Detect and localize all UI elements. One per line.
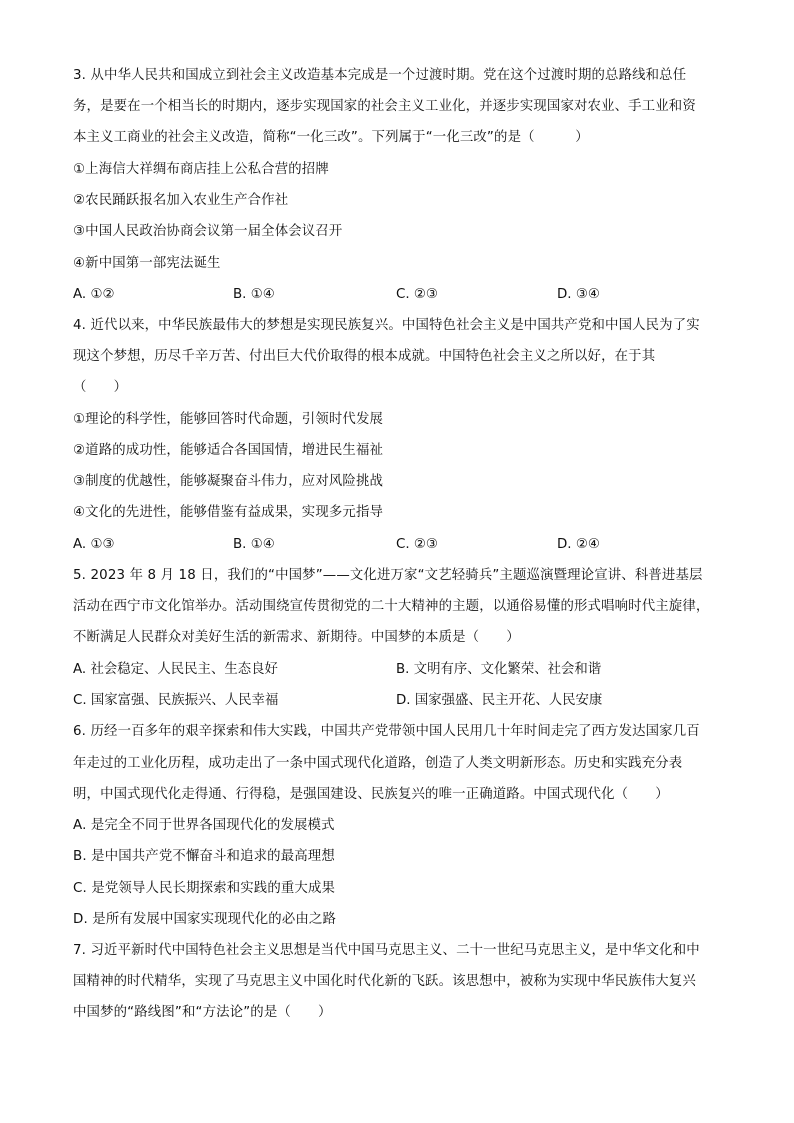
q5-option-d: D. 国家强盛、民主开花、人民安康 <box>396 693 603 708</box>
q7-stem-line-2: 国精神的时代精华，实现了马克思主义中国化时代化新的飞跃。该思想中，被称为实现中华民族伟大复兴 <box>73 974 696 989</box>
q7-stem-line-3: 中国梦的“路线图”和“方法论”的是（ ） <box>73 1005 332 1020</box>
q4-stem-line-1: 4. 近代以来，中华民族最伟大的梦想是实现民族复兴。中国特色社会主义是中国共产党和中国人民为了实 <box>73 318 700 333</box>
q6-stem-line-2: 年走过的工业化历程，成功走出了一条中国式现代化道路，创造了人类文明新形态。历史和实践充分表 <box>73 756 683 771</box>
q3-item-1: ①上海信大祥绸布商店挂上公私合营的招牌 <box>73 162 329 177</box>
q3-option-d: D. ③④ <box>557 287 600 302</box>
q3-option-a: A. ①② <box>73 287 115 302</box>
q6-option-c: C. 是党领导人民长期探索和实践的重大成果 <box>73 881 336 896</box>
q6-stem-line-3: 明，中国式现代化走得通、行得稳，是强国建设、民族复兴的唯一正确道路。中国式现代化（ ） <box>73 787 669 802</box>
q4-option-a: A. ①③ <box>73 537 115 552</box>
q4-item-4: ④文化的先进性，能够借鉴有益成果，实现多元指导 <box>73 505 384 520</box>
q6-option-b: B. 是中国共产党不懈奋斗和追求的最高理想 <box>73 849 335 864</box>
q4-item-1: ①理论的科学性，能够回答时代命题，引领时代发展 <box>73 412 384 427</box>
q6-option-a: A. 是完全不同于世界各国现代化的发展模式 <box>73 818 335 833</box>
q6-option-d: D. 是所有发展中国家实现现代化的必由之路 <box>73 912 337 927</box>
q3-item-3: ③中国人民政治协商会议第一届全体会议召开 <box>73 224 343 239</box>
q5-stem-line-2: 活动在西宁市文化馆举办。活动围绕宣传贯彻党的二十大精神的主题，以通俗易懂的形式唱响时代主旋律， <box>73 599 710 614</box>
q3-stem-line-3: 本主义工商业的社会主义改造，简称“一化三改”。下列属于“一化三改”的是（ ） <box>73 130 589 145</box>
q7-stem-line-1: 7. 习近平新时代中国特色社会主义思想是当代中国马克思主义、二十一世纪马克思主义，是中华文化和中 <box>73 943 700 958</box>
q4-option-b: B. ①④ <box>233 537 275 552</box>
q3-option-c: C. ②③ <box>396 287 438 302</box>
q5-stem-line-3: 不断满足人民群众对美好生活的新需求、新期待。中国梦的本质是（ ） <box>73 630 520 645</box>
q3-item-4: ④新中国第一部宪法诞生 <box>73 256 221 271</box>
q5-option-b: B. 文明有序、文化繁荣、社会和谐 <box>396 662 602 677</box>
q5-option-a: A. 社会稳定、人民民主、生态良好 <box>73 662 278 677</box>
q4-stem-line-3: （ ） <box>73 380 128 395</box>
q5-option-c: C. 国家富强、民族振兴、人民幸福 <box>73 693 279 708</box>
q4-item-2: ②道路的成功性，能够适合各国国情，增进民生福祉 <box>73 443 384 458</box>
q4-item-3: ③制度的优越性，能够凝聚奋斗伟力，应对风险挑战 <box>73 474 384 489</box>
q4-option-d: D. ②④ <box>557 537 600 552</box>
q6-stem-line-1: 6. 历经一百多年的艰辛探索和伟大实践，中国共产党带领中国人民用几十年时间走完了西方发达国家几百 <box>73 724 700 739</box>
q3-item-2: ②农民踊跃报名加入农业生产合作社 <box>73 193 289 208</box>
q4-stem-line-2: 现这个梦想，历尽千辛万苦、付出巨大代价取得的根本成就。中国特色社会主义之所以好，在于其 <box>73 349 656 364</box>
q4-option-c: C. ②③ <box>396 537 438 552</box>
q3-stem-line-1: 3. 从中华人民共和国成立到社会主义改造基本完成是一个过渡时期。党在这个过渡时期的总路线和总任 <box>73 68 687 83</box>
q5-stem-line-1: 5. 2023 年 8 月 18 日，我们的“中国梦”——文化进万家“文艺轻骑兵”主题巡演暨理论宣讲、科普进基层 <box>73 568 703 583</box>
q3-stem-line-2: 务，是要在一个相当长的时期内，逐步实现国家的社会主义工业化，并逐步实现国家对农业、手工业和资 <box>73 99 696 114</box>
q3-option-b: B. ①④ <box>233 287 275 302</box>
